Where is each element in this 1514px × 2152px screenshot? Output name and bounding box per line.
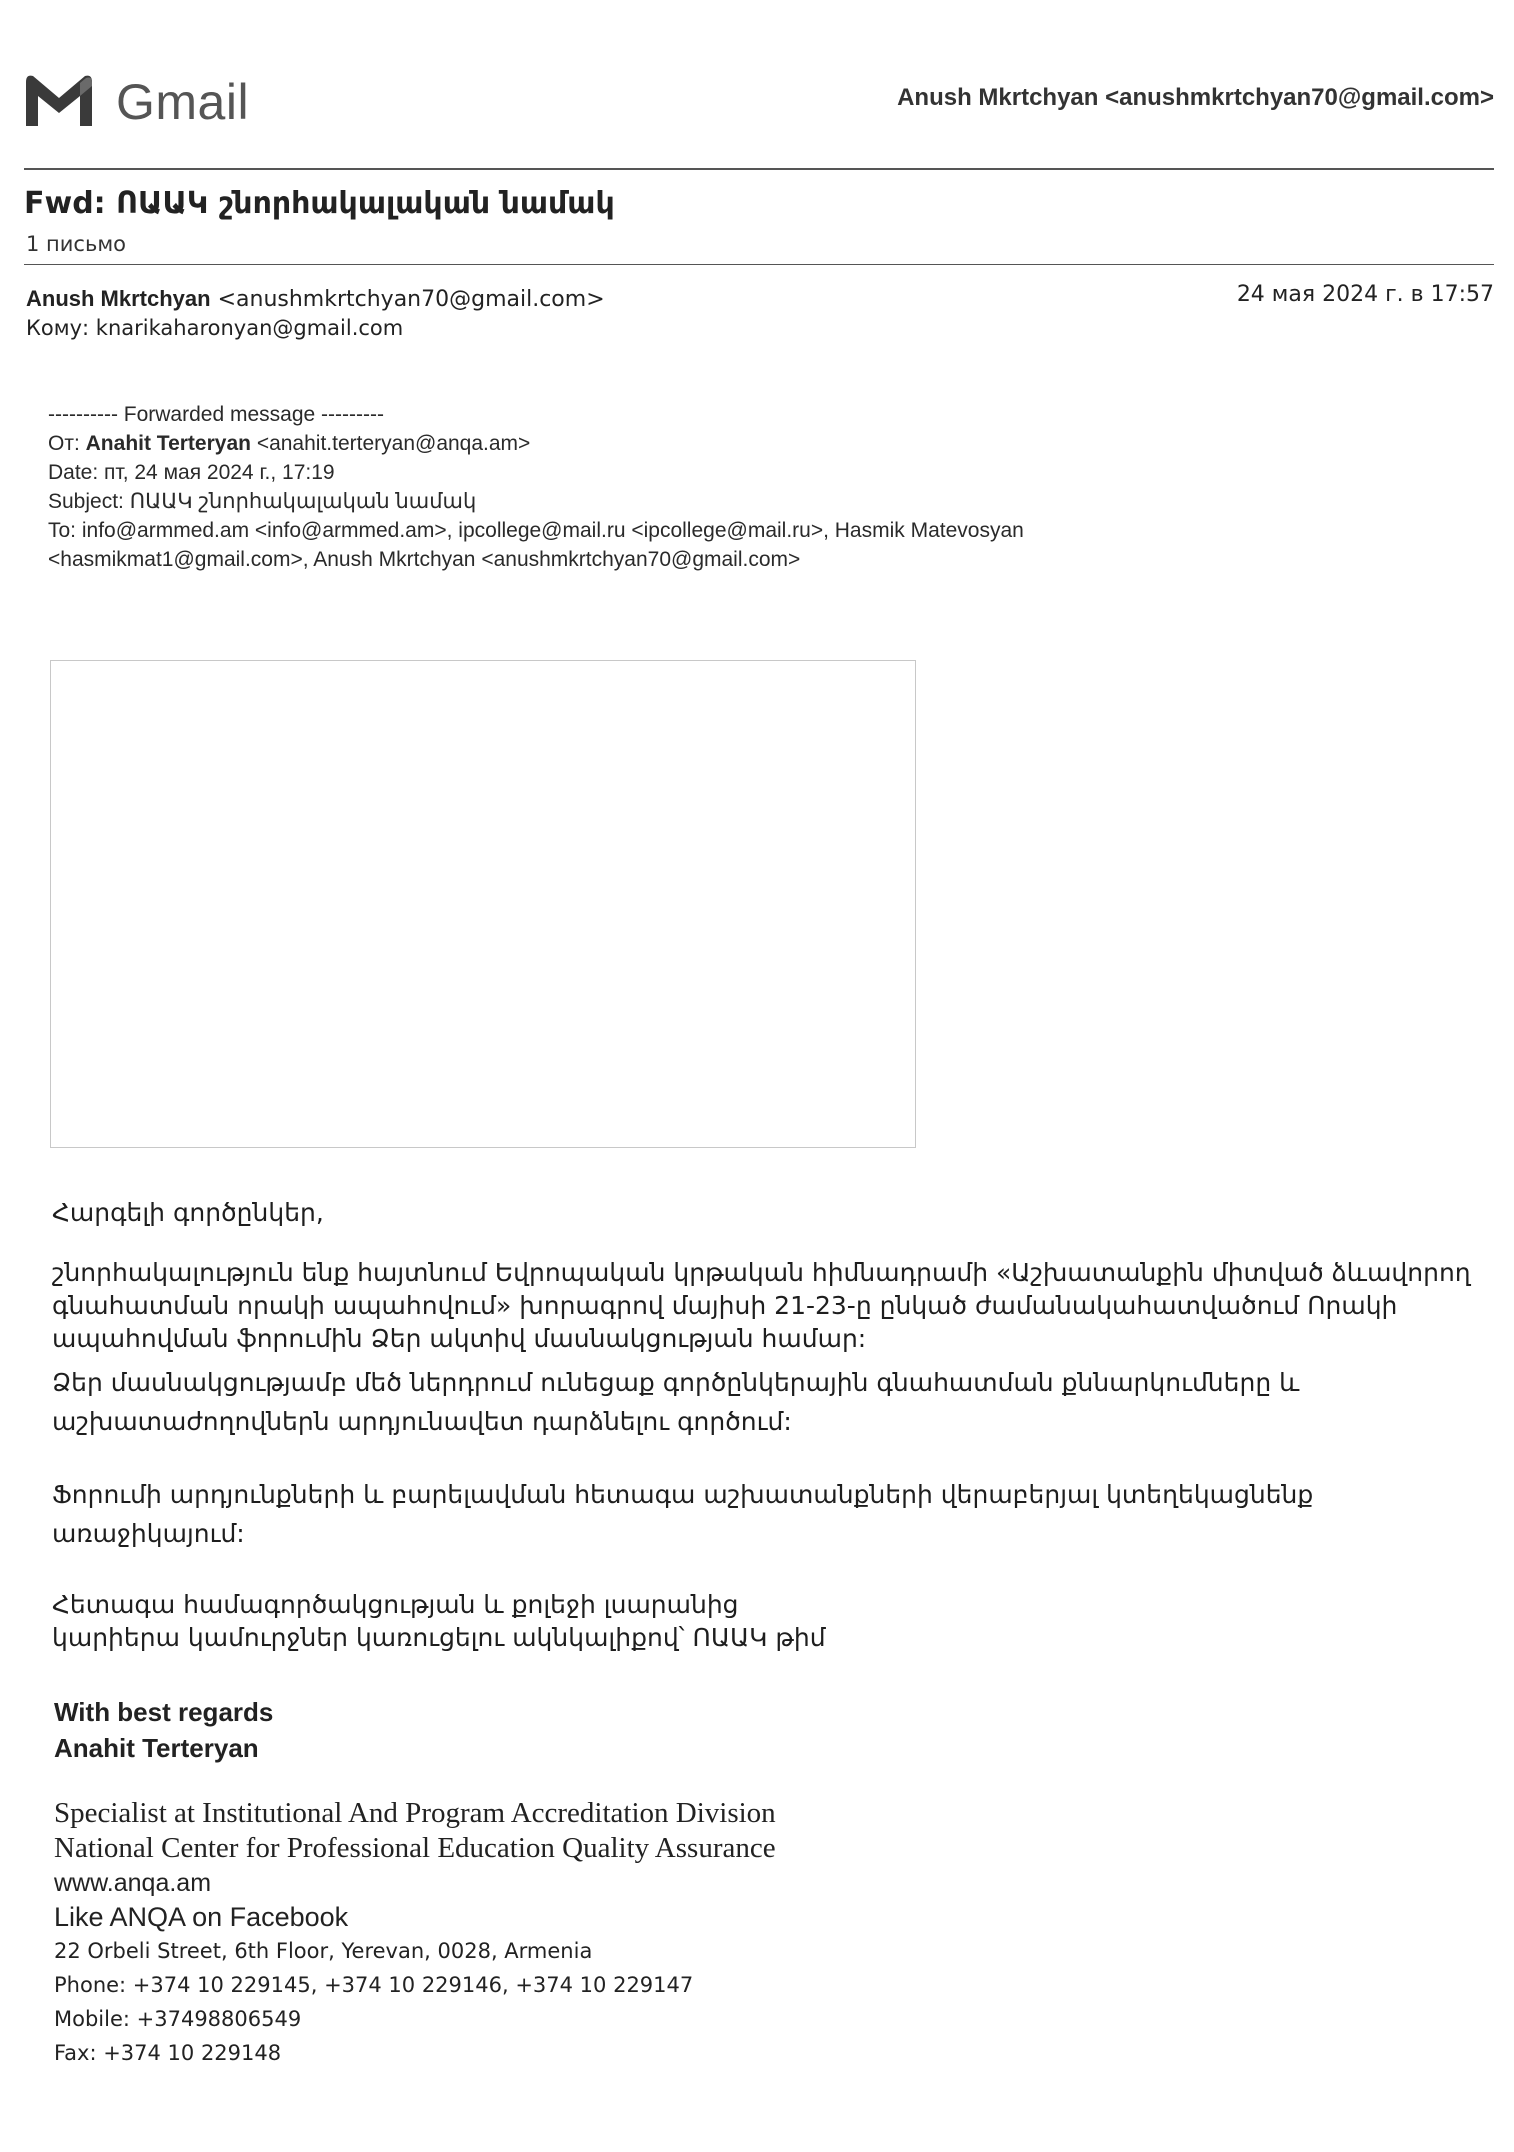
forwarded-separator: ---------- Forwarded message --------- (48, 403, 384, 426)
message-date: 24 мая 2024 г. в 17:57 (1236, 282, 1494, 307)
message-sender (26, 286, 605, 312)
thread-subject: Fwd: ՈԱԱԿ շնորհակալական նամակ (24, 186, 615, 221)
body-line: աշխատաժողովներն արդյունավետ դարձնելու գործում: (52, 1407, 792, 1436)
gmail-logo (22, 72, 249, 132)
body-line: շնորհակալություն ենք հայտնում Եվրոպական կրթական հիմնադրամի «Աշխատանքին միտված ձևավորող (52, 1258, 1471, 1287)
forwarded-subject-label: Subject: (48, 490, 124, 513)
signature-mobile: Mobile: +37498806549 (54, 2007, 302, 2031)
forwarded-from-email: <anahit.terteryan@anqa.am> (256, 432, 531, 455)
signature-facebook-link[interactable]: Like ANQA on Facebook (54, 1902, 349, 1932)
forwarded-from (48, 429, 1024, 458)
account-email: Anush Mkrtchyan <anushmkrtchyan70@gmail.com> (897, 84, 1494, 111)
signature-organization: National Center for Professional Education Quality Assurance (54, 1832, 776, 1864)
signature-position: Specialist at Institutional And Program Accreditation Division (54, 1797, 776, 1829)
forwarded-from-name: Anahit Terteryan (85, 432, 251, 455)
body-line: Ֆորումի արդյունքների և բարելավման հետագա աշխատանքների վերաբերյալ կտեղեկացնենք (52, 1480, 1314, 1509)
signer-name: Anahit Terteryan (54, 1733, 259, 1763)
greeting: Հարգելի գործընկեր, (52, 1198, 324, 1227)
gmail-wordmark: Gmail (116, 74, 250, 130)
forwarded-date (48, 458, 1024, 487)
thread-message-count: 1 письмо (26, 232, 127, 256)
body-paragraph-4 (52, 1588, 1472, 1654)
subject-divider (24, 264, 1494, 265)
signature-fax: Fax: +374 10 229148 (54, 2041, 282, 2065)
body-line: Ձեր մասնակցությամբ մեծ ներդրում ունեցաք գործընկերային գնահատման քննարկումները և (52, 1368, 1300, 1397)
forwarded-date-value: пт, 24 мая 2024 г., 17:19 (104, 461, 335, 484)
forwarded-subject-value: ՈԱԱԿ շնորհակալական նամակ (129, 490, 477, 513)
forwarded-from-label: От: (48, 432, 80, 455)
body-line: կարիերա կամուրջներ կառուցելու ակնկալիքով՝ ՈԱԱԿ թիմ (52, 1623, 826, 1652)
forwarded-to-label: To: (48, 519, 77, 542)
to-label: Кому: (26, 316, 90, 340)
forwarded-subject (48, 487, 1024, 516)
body-paragraph-2 (52, 1366, 1472, 1438)
header-divider (24, 168, 1494, 170)
body-line: առաջիկայում: (52, 1519, 245, 1548)
regards-text: With best regards (54, 1697, 274, 1727)
to-address: knarikaharonyan@gmail.com (95, 316, 404, 340)
forwarded-header (48, 400, 1024, 574)
body-paragraph-1 (52, 1256, 1472, 1355)
body-line: Հետագա համագործակցության և քոլեջի լսարանից (52, 1590, 739, 1619)
forwarded-date-label: Date: (48, 461, 99, 484)
sender-email: <anushmkrtchyan70@gmail.com> (217, 287, 605, 312)
gmail-logo-icon (22, 72, 96, 132)
forwarded-to-line1: info@armmed.am <info@armmed.am>, ipcollege@mail.ru <ipcollege@mail.ru>, Hasmik Matevosyan (81, 519, 1024, 542)
signature-phone: Phone: +374 10 229145, +374 10 229146, +374 10 229147 (54, 1973, 694, 1997)
embedded-image-placeholder (50, 660, 916, 1148)
sender-name: Anush Mkrtchyan (26, 286, 211, 311)
message-recipient (26, 316, 403, 340)
email-signature (54, 1796, 776, 2070)
body-paragraph-3 (52, 1478, 1472, 1550)
signature-website-link[interactable]: www.anqa.am (54, 1869, 212, 1897)
body-line: գնահատման որակի ապահովում» խորագրով մայիսի 21-23-ը ընկած ժամանակահատվածում Որակի (52, 1291, 1398, 1320)
forwarded-to (48, 516, 1024, 545)
signature-address: 22 Orbeli Street, 6th Floor, Yerevan, 0028, Armenia (54, 1939, 593, 1963)
body-line: ապահովման ֆորումին Ձեր ակտիվ մասնակցության համար: (52, 1324, 867, 1353)
closing (54, 1694, 273, 1766)
forwarded-to-line2: <hasmikmat1@gmail.com>, Anush Mkrtchyan <anushmkrtchyan70@gmail.com> (48, 548, 801, 571)
